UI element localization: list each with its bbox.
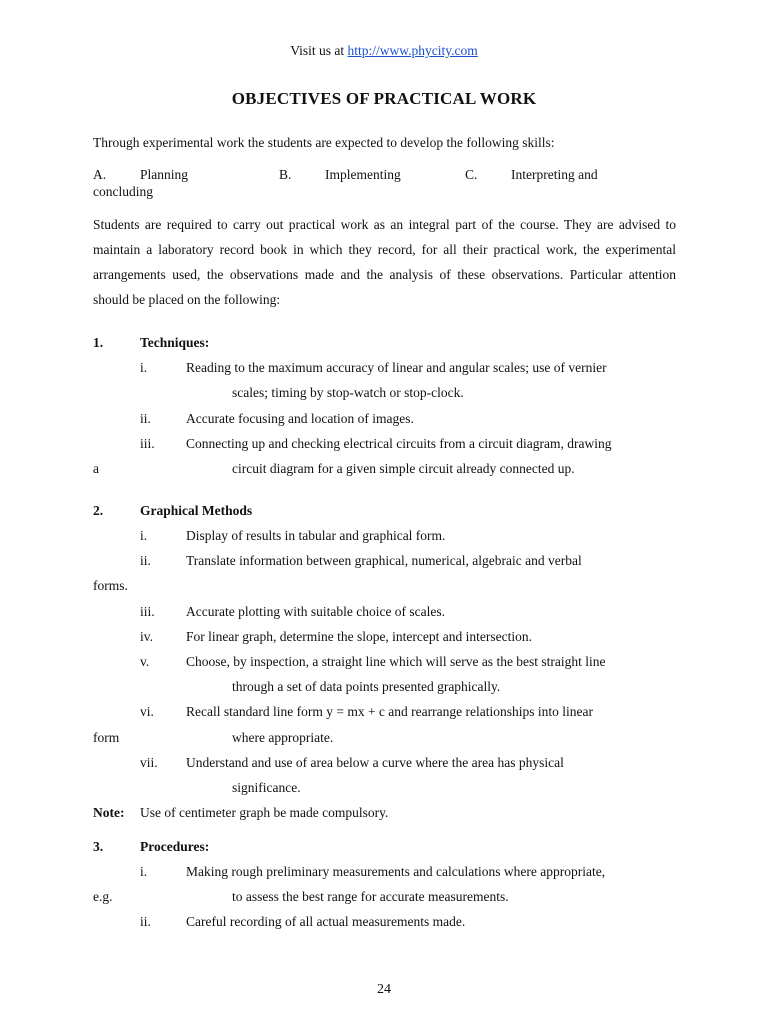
- list-item-wrap: forms.: [93, 578, 128, 593]
- list-item-number: vi.: [140, 704, 154, 719]
- list-item-text: Accurate focusing and location of images.: [186, 411, 414, 426]
- list-item-number: iv.: [140, 629, 153, 644]
- skill-c-label: Interpreting and: [511, 167, 598, 182]
- list-item-number: ii.: [140, 553, 151, 568]
- skill-a-letter: A.: [93, 167, 107, 182]
- list-item-number: iii.: [140, 436, 155, 451]
- list-item-number: ii.: [140, 914, 151, 929]
- skill-c-wrap: concluding: [93, 184, 153, 199]
- list-item-text: Understand and use of area below a curve where the area has physical: [186, 755, 564, 770]
- list-item-number: ii.: [140, 411, 151, 426]
- list-item-text: Careful recording of all actual measurements made.: [186, 914, 466, 929]
- section-2-number: 2.: [93, 503, 104, 518]
- list-item-text: Accurate plotting with suitable choice of scales.: [186, 604, 446, 619]
- list-item-text: Reading to the maximum accuracy of linear and angular scales; use of vernier: [186, 360, 607, 375]
- section-2-heading: Graphical Methods: [140, 503, 253, 518]
- list-item-continuation: where appropriate.: [232, 730, 334, 745]
- list-item-number: i.: [140, 864, 148, 879]
- list-item-wrap: e.g.: [93, 889, 113, 904]
- list-item-text: Making rough preliminary measurements and calculations where appropriate,: [186, 864, 606, 879]
- list-item-text: Connecting up and checking electrical circuits from a circuit diagram, drawing: [186, 436, 612, 451]
- note-label: Note:: [93, 805, 125, 820]
- list-item-number: i.: [140, 528, 148, 543]
- body-paragraph: Students are required to carry out practical work as an integral part of the course. They are advised to maintain a laboratory record book in which they record, for all their practical work, the experimental arrangements used, the observations made and the analysis of these observations. Particular attention should be placed on the following:: [93, 217, 676, 307]
- website-link[interactable]: http://www.phycity.com: [347, 43, 478, 58]
- intro-text: Through experimental work the students are expected to develop the following skills:: [93, 135, 555, 150]
- section-3-number: 3.: [93, 839, 104, 854]
- list-item-number: iii.: [140, 604, 155, 619]
- list-item-text: Translate information between graphical, numerical, algebraic and verbal: [186, 553, 582, 568]
- list-item-continuation: circuit diagram for a given simple circuit already connected up.: [232, 461, 575, 476]
- list-item-number: v.: [140, 654, 150, 669]
- skill-b-label: Implementing: [325, 167, 401, 182]
- list-item-wrap: a: [93, 461, 99, 476]
- skill-b-letter: B.: [279, 167, 292, 182]
- list-item-continuation: to assess the best range for accurate measurements.: [232, 889, 509, 904]
- page-number: 24: [377, 982, 391, 997]
- list-item-text: Choose, by inspection, a straight line which will serve as the best straight line: [186, 654, 606, 669]
- section-1-heading: Techniques:: [140, 335, 210, 350]
- list-item-continuation: scales; timing by stop-watch or stop-clock.: [232, 385, 464, 400]
- skill-a-label: Planning: [140, 167, 189, 182]
- list-item-text: For linear graph, determine the slope, intercept and intersection.: [186, 629, 533, 644]
- list-item-number: i.: [140, 360, 148, 375]
- list-item-continuation: significance.: [232, 780, 301, 795]
- list-item-number: vii.: [140, 755, 158, 770]
- list-item-text: Recall standard line form y = mx + c and rearrange relationships into linear: [186, 704, 593, 719]
- section-1-number: 1.: [93, 335, 104, 350]
- page-title: OBJECTIVES OF PRACTICAL WORK: [231, 89, 537, 108]
- page-header: [0, 43, 768, 59]
- skill-c-letter: C.: [465, 167, 478, 182]
- note-text: Use of centimeter graph be made compulsory.: [140, 805, 389, 820]
- list-item-text: Display of results in tabular and graphical form.: [186, 528, 446, 543]
- list-item-wrap: form: [93, 730, 120, 745]
- visit-prefix: Visit us at: [290, 43, 345, 58]
- list-item-continuation: through a set of data points presented graphically.: [232, 679, 501, 694]
- section-3-heading: Procedures:: [140, 839, 210, 854]
